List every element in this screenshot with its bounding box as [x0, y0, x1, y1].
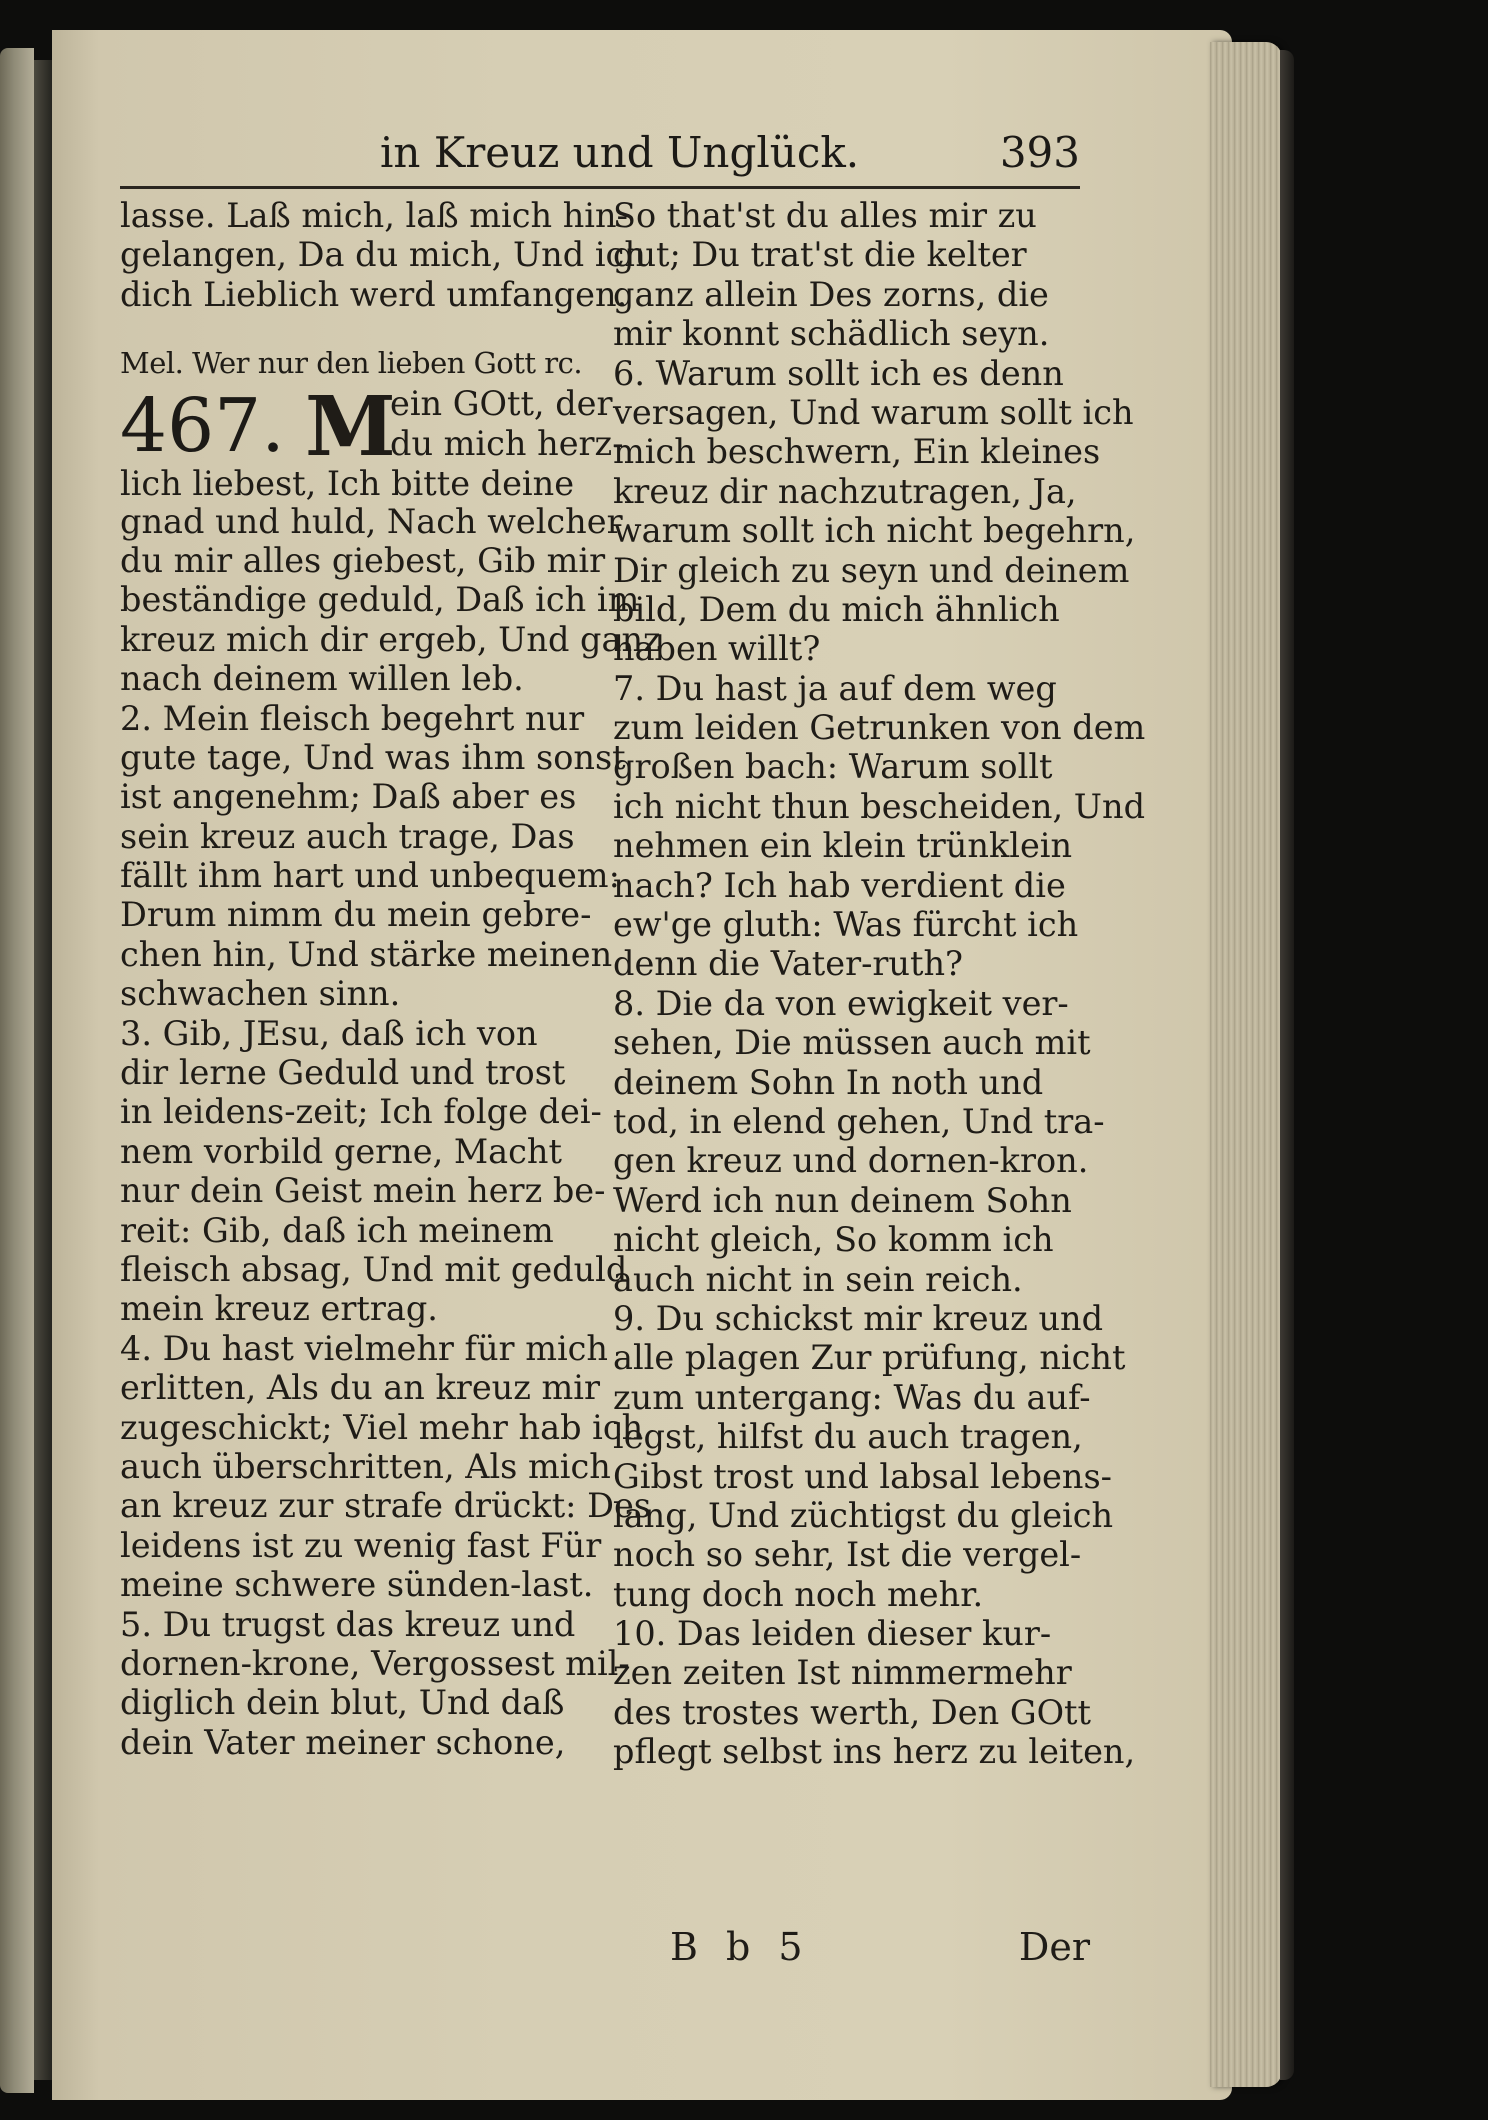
text-line: auch nicht in sein reich. [613, 1259, 1023, 1299]
text-line: Dir gleich zu seyn und deinem [613, 550, 1130, 590]
text-line: leidens ist zu wenig fast Für [120, 1525, 602, 1565]
text-line: bild, Dem du mich ähnlich [613, 589, 1060, 629]
text-line: nicht gleich, So komm ich [613, 1220, 1054, 1260]
text-line: großen bach: Warum sollt [613, 747, 1053, 787]
text-line: ganz allein Des zorns, die [613, 274, 1049, 314]
text-line: an kreuz zur strafe drückt: Des [120, 1486, 651, 1526]
text-line: tod, in elend gehen, Und tra- [613, 1101, 1105, 1141]
text-line: gnad und huld, Nach welcher [120, 501, 623, 541]
right-column-lines [613, 196, 1146, 1772]
text-line: 8. Die da von ewigkeit ver- [613, 983, 1069, 1023]
text-line: auch überschritten, Als mich [120, 1446, 611, 1486]
text-line: 3. Gib, JEsu, daß ich von [120, 1013, 538, 1053]
text-line: chen hin, Und stärke meinen [120, 934, 613, 974]
text-line: sehen, Die müssen auch mit [613, 1023, 1091, 1063]
text-line: gen kreuz und dornen-kron. [613, 1141, 1089, 1181]
text-line: ew'ge gluth: Was fürcht ich [613, 905, 1079, 945]
text-line: du mir alles giebest, Gib mir [120, 540, 606, 580]
hymn-opening [120, 378, 624, 503]
text-line: tung doch noch mehr. [613, 1574, 984, 1614]
text-line: nach? Ich hab verdient die [613, 865, 1066, 905]
text-line: 6. Warum sollt ich es denn [613, 353, 1064, 393]
left-page-edge [0, 48, 34, 2093]
text-line: lasse. Laß mich, laß mich hin- [120, 196, 628, 235]
text-line: ist angenehm; Daß aber es [120, 777, 577, 817]
text-line: meine schwere sünden-last. [120, 1565, 594, 1605]
text-line: 5. Du trugst das kreuz und [120, 1604, 576, 1644]
text-line: noch so sehr, Ist die vergel- [613, 1535, 1082, 1575]
text-line: ein GOtt, der [390, 383, 613, 423]
text-line: 9. Du schickst mir kreuz und [613, 1298, 1104, 1338]
text-line: kreuz mich dir ergeb, Und ganz [120, 619, 661, 659]
text-line: lich liebest, Ich bitte deine [120, 463, 575, 503]
text-line: Werd ich nun deinem Sohn [613, 1180, 1072, 1220]
text-line: in leidens-zeit; Ich folge dei- [120, 1092, 602, 1132]
text-line: sein kreuz auch trage, Das [120, 816, 575, 856]
text-line: pflegt selbst ins herz zu leiten, [613, 1732, 1136, 1772]
drop-cap: M [305, 378, 396, 475]
text-line: nur dein Geist mein herz be- [120, 1171, 606, 1211]
text-line: fleisch absag, Und mit geduld [120, 1249, 628, 1289]
text-line: zugeschickt; Viel mehr hab ich [120, 1407, 644, 1447]
text-line: dornen-krone, Vergossest mil- [120, 1643, 630, 1683]
text-line: 10. Das leiden dieser kur- [613, 1614, 1052, 1654]
text-line: nach deinem willen leb. [120, 659, 524, 699]
text-line: nem vorbild gerne, Macht [120, 1131, 562, 1171]
text-line: deinem Sohn In noth und [613, 1062, 1044, 1102]
text-line: kreuz dir nachzutragen, Ja, [613, 471, 1077, 511]
header-rule [120, 186, 1080, 189]
text-line: fällt ihm hart und unbequem: [120, 856, 620, 896]
text-line: lang, Und züchtigst du gleich [613, 1495, 1114, 1535]
running-title: in Kreuz und Unglück. [380, 128, 860, 177]
left-column-lines [120, 501, 661, 1763]
text-line: alle plagen Zur prüfung, nicht [613, 1338, 1126, 1378]
text-line: du mich herz- [390, 423, 624, 463]
hymn-number: 467. [120, 382, 285, 469]
text-line: dein Vater meiner schone, [120, 1722, 566, 1762]
text-line: denn die Vater-ruth? [613, 944, 963, 984]
text-line: So that'st du alles mir zu [613, 196, 1037, 235]
text-line: versagen, Und warum sollt ich [613, 392, 1134, 432]
text-line: 2. Mein fleisch begehrt nur [120, 698, 585, 738]
text-line: erlitten, Als du an kreuz mir [120, 1368, 601, 1408]
text-line: mein kreuz ertrag. [120, 1289, 438, 1329]
melody-note: Mel. Wer nur den lieben Gott rc. [120, 346, 583, 381]
text-line: des trostes werth, Den GOtt [613, 1692, 1091, 1732]
catchword: Der [1018, 1925, 1090, 1969]
text-line: haben willt? [613, 629, 821, 669]
text-line: diglich dein blut, Und daß [120, 1683, 565, 1723]
text-line: 7. Du hast ja auf dem weg [613, 668, 1057, 708]
text-line: 4. Du hast vielmehr für mich [120, 1328, 609, 1368]
text-line: dir lerne Geduld und trost [120, 1053, 566, 1093]
text-line: Drum nimm du mein gebre- [120, 895, 592, 935]
text-line: gelangen, Da du mich, Und ich [120, 235, 646, 275]
text-line: mich beschwern, Ein kleines [613, 432, 1101, 472]
page-header [380, 128, 1080, 188]
text-line: zum leiden Getrunken von dem [613, 708, 1146, 748]
text-line: nehmen ein klein trünklein [613, 826, 1073, 866]
text-line: ich nicht thun bescheiden, Und [613, 786, 1146, 826]
right-column [613, 196, 1146, 1772]
left-column [120, 196, 661, 1762]
text-line: legst, hilfst du auch tragen, [613, 1417, 1083, 1457]
signature-mark: B b 5 [670, 1925, 811, 1969]
text-line: dich Lieblich werd umfangen. [120, 274, 628, 314]
book-gutter [34, 60, 52, 2080]
book-cover-edge [1280, 50, 1294, 2080]
text-line: schwachen sinn. [120, 974, 401, 1014]
page-footer [670, 1925, 1090, 1975]
text-line: warum sollt ich nicht begehrn, [613, 511, 1136, 551]
text-line: gut; Du trat'st die kelter [613, 235, 1027, 275]
text-line: gute tage, Und was ihm sonst [120, 737, 626, 777]
text-line: zen zeiten Ist nimmermehr [613, 1653, 1072, 1693]
page-fore-edge [1210, 42, 1282, 2087]
spacer [120, 314, 595, 344]
text-line: beständige geduld, Daß ich im [120, 580, 640, 620]
text-line: reit: Gib, daß ich meinem [120, 1210, 554, 1250]
page-number: 393 [999, 128, 1080, 177]
text-line: Gibst trost und labsal lebens- [613, 1456, 1112, 1496]
text-line: zum untergang: Was du auf- [613, 1377, 1091, 1417]
text-line: mir konnt schädlich seyn. [613, 314, 1050, 354]
